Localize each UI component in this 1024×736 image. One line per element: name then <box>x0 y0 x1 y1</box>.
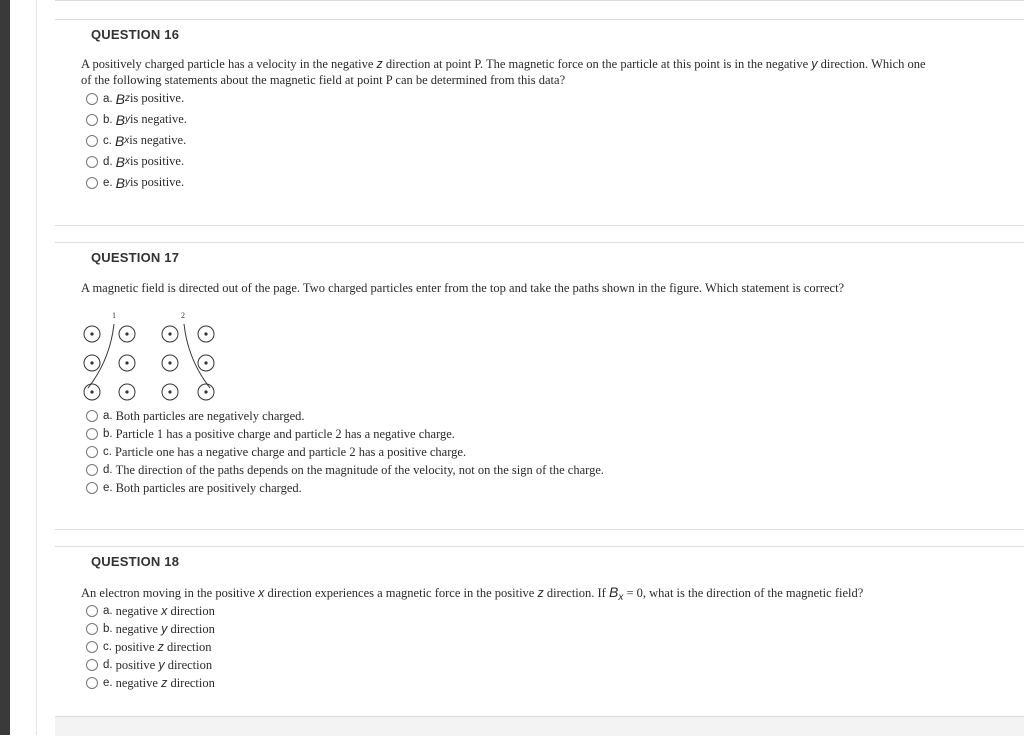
divider <box>55 529 1024 530</box>
option-d[interactable]: d. B x is positive. <box>86 151 187 172</box>
radio-button[interactable] <box>86 605 98 617</box>
particle-1-label: 1 <box>112 311 116 320</box>
radio-button[interactable] <box>86 156 98 168</box>
question-17-text: A magnetic field is directed out of the page. Two charged particles enter from the top and take the paths shown in the figure. Which statement is correct? <box>81 281 845 295</box>
option-d[interactable]: d. positive y direction <box>86 656 215 674</box>
option-e[interactable]: e. negative z direction <box>86 674 215 692</box>
magnetic-field-figure <box>80 310 230 405</box>
radio-button[interactable] <box>86 446 98 458</box>
option-a[interactable]: a. negative x direction <box>86 602 215 620</box>
option-c[interactable]: c. B x is negative. <box>86 130 187 151</box>
radio-button[interactable] <box>86 93 98 105</box>
option-a[interactable]: a. Both particles are negatively charged. <box>86 407 604 425</box>
option-e[interactable]: e. B y is positive. <box>86 172 187 193</box>
radio-button[interactable] <box>86 641 98 653</box>
question-18-title: QUESTION 18 <box>91 554 180 569</box>
option-e[interactable]: e. Both particles are positively charged. <box>86 479 604 497</box>
question-18-options <box>86 602 215 692</box>
option-d[interactable]: d. The direction of the paths depends on the magnitude of the velocity, not on the sign of the charge. <box>86 461 604 479</box>
option-c[interactable]: c. Particle one has a negative charge and particle 2 has a positive charge. <box>86 443 604 461</box>
radio-button[interactable] <box>86 659 98 671</box>
radio-button[interactable] <box>86 135 98 147</box>
option-b[interactable]: b. B y is negative. <box>86 109 187 130</box>
radio-button[interactable] <box>86 623 98 635</box>
radio-button[interactable] <box>86 677 98 689</box>
option-a[interactable]: a. B z is positive. <box>86 88 187 109</box>
radio-button[interactable] <box>86 464 98 476</box>
divider <box>55 225 1024 226</box>
left-dark-bar <box>0 0 10 735</box>
option-c[interactable]: c. positive z direction <box>86 638 215 656</box>
option-b[interactable]: b. Particle 1 has a positive charge and particle 2 has a negative charge. <box>86 425 604 443</box>
radio-button[interactable] <box>86 428 98 440</box>
left-divider <box>36 0 37 735</box>
divider <box>55 546 1024 547</box>
question-16-text: A positively charged particle has a velocity in the negative z direction at point P. The magnetic force on the particle at this point is in the negative y direction. Which one of the following statements about the magnetic field at point P can be determined from this data? <box>81 57 926 87</box>
option-b[interactable]: b. negative y direction <box>86 620 215 638</box>
question-16-title: QUESTION 16 <box>91 27 180 42</box>
next-question-panel <box>55 716 1024 736</box>
radio-button[interactable] <box>86 482 98 494</box>
question-16-options <box>86 88 187 193</box>
radio-button[interactable] <box>86 114 98 126</box>
radio-button[interactable] <box>86 410 98 422</box>
divider <box>55 19 1024 20</box>
question-17-options <box>86 407 604 497</box>
question-17-title: QUESTION 17 <box>91 250 180 265</box>
question-18-text: An electron moving in the positive x direction experiences a magnetic force in the positive z direction. If $B_x = 0$, what is the direction of the magnetic field? <box>81 584 864 603</box>
divider <box>55 0 1024 1</box>
particle-2-label: 2 <box>181 311 185 320</box>
divider <box>55 242 1024 243</box>
radio-button[interactable] <box>86 177 98 189</box>
